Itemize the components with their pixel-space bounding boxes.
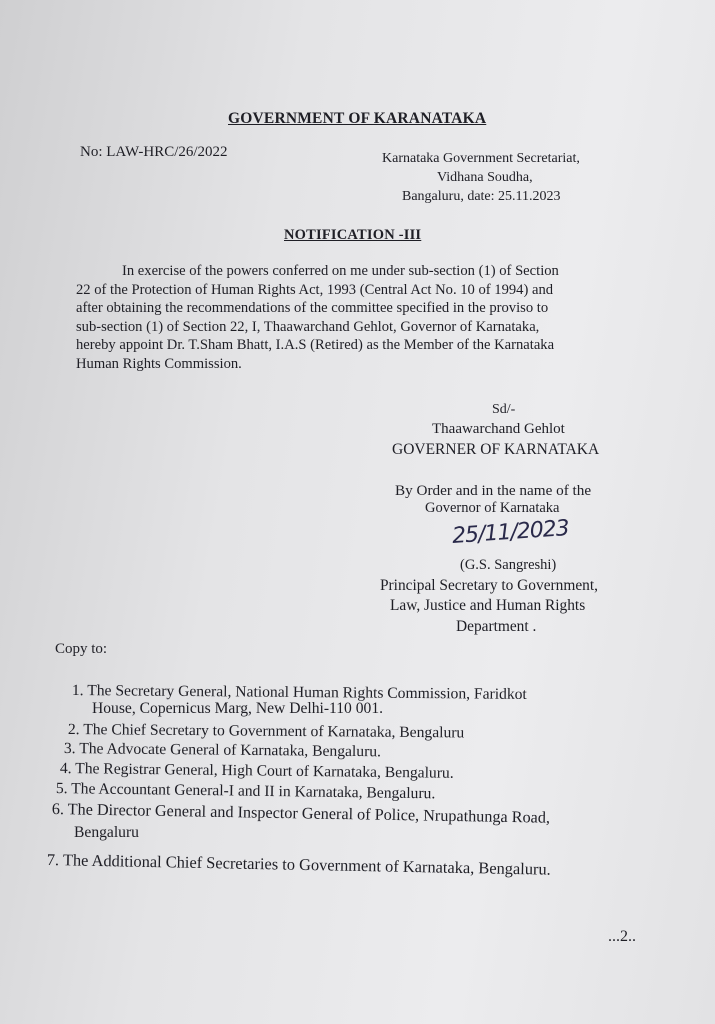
notification-line: sub-section (1) of Section 22, I, Thaawarchand Gehlot, Governor of Karnataka,	[76, 318, 540, 335]
handwritten-signature: 25/11/2023	[451, 515, 570, 550]
signatory-designation-3: Department .	[456, 618, 537, 635]
address-line-1: Karnataka Government Secretariat,	[382, 151, 580, 166]
list-item	[68, 721, 465, 742]
list-item-text: The Director General and Inspector General of Police, Nrupathunga Road,	[67, 800, 551, 827]
list-item	[60, 760, 454, 783]
notification-title: NOTIFICATION -III	[284, 227, 422, 243]
governor-name: Thaawarchand Gehlot	[432, 421, 565, 437]
signatory-name: (G.S. Sangreshi)	[460, 557, 557, 573]
list-item-number: 1.	[71, 682, 84, 700]
notification-line: 22 of the Protection of Human Rights Act, 1993 (Central Act No. 10 of 1994) and	[76, 281, 554, 298]
list-item-number: 4.	[59, 760, 72, 778]
notification-line: after obtaining the recommendations of the committee specified in the proviso to	[76, 300, 549, 316]
list-item-text: The Additional Chief Secretaries to Government of Karnataka, Bengaluru.	[62, 850, 551, 879]
notification-body	[76, 262, 656, 373]
list-item-continuation: House, Copernicus Marg, New Delhi-110 001.	[92, 700, 384, 717]
document-title: GOVERNMENT OF KARANATAKA	[228, 110, 487, 127]
order-line-2: Governor of Karnataka	[425, 500, 560, 516]
notification-line: hereby appoint Dr. T.Sham Bhatt, I.A.S (Retired) as the Member of the Karnataka	[76, 337, 555, 353]
notification-line: In exercise of the powers conferred on me under sub-section (1) of Section	[122, 263, 559, 279]
notification-line: Human Rights Commission.	[76, 355, 242, 372]
signatory-designation-2: Law, Justice and Human Rights	[390, 597, 586, 614]
governor-designation: GOVERNER OF KARNATAKA	[392, 441, 600, 458]
list-item-text: The Secretary General, National Human Rights Commission, Faridkot	[87, 682, 527, 703]
order-line-1: By Order and in the name of the	[395, 482, 592, 499]
signatory-designation-1: Principal Secretary to Government,	[380, 577, 598, 594]
list-item-continuation: Bengaluru	[74, 824, 139, 841]
address-line-2: Vidhana Soudha,	[437, 170, 533, 185]
list-item	[64, 740, 381, 761]
reference-number: No: LAW-HRC/26/2022	[80, 144, 228, 160]
page-continuation-marker: ...2..	[608, 928, 636, 945]
list-item	[56, 780, 436, 803]
list-item	[47, 850, 551, 880]
copy-to-label: Copy to:	[55, 641, 108, 657]
list-item-number: 7.	[46, 850, 60, 870]
list-item-number: 6.	[51, 800, 65, 819]
list-item-number: 3.	[63, 740, 76, 758]
list-item-text: The Accountant General-I and II in Karnataka, Bengaluru.	[71, 780, 436, 803]
list-item-text: The Chief Secretary to Government of Karnataka, Bengaluru	[83, 721, 465, 742]
list-item-number: 2.	[67, 721, 80, 739]
list-item-text: The Advocate General of Karnataka, Bengaluru.	[79, 740, 382, 761]
list-item-number: 5.	[55, 780, 68, 798]
sd-mark: Sd/-	[492, 402, 516, 417]
list-item-text: The Registrar General, High Court of Karnataka, Bengaluru.	[75, 760, 454, 782]
date-line: Bangaluru, date: 25.11.2023	[402, 189, 561, 204]
